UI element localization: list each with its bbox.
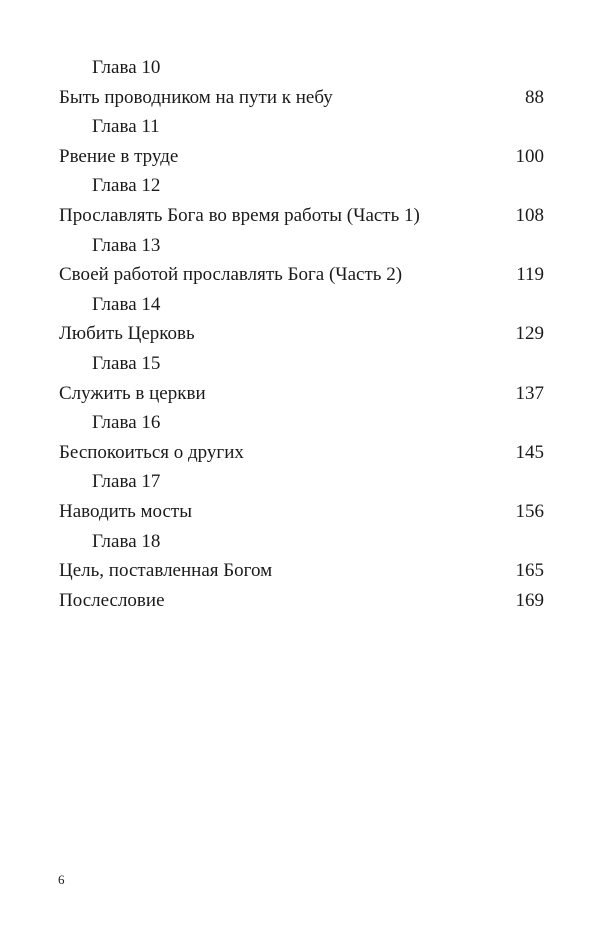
chapter-label: Глава 13 (92, 234, 161, 256)
entry-page: 137 (515, 382, 544, 404)
entry-title: Своей работой прославлять Бога (Часть 2) (59, 264, 403, 286)
entry-title: Рвение в труде (59, 145, 179, 167)
entry-title: Наводить мосты (59, 500, 192, 522)
chapter-label: Глава 14 (92, 293, 161, 315)
toc-entry (59, 438, 544, 468)
entry-title: Беспокоиться о других (59, 441, 244, 463)
entry-page: 119 (516, 264, 544, 286)
chapter-label: Глава 11 (92, 116, 160, 138)
entry-title: Прославлять Бога во время работы (Часть 1) (59, 204, 420, 226)
toc-entry-afterword (59, 586, 544, 616)
chapter-label: Глава 12 (92, 175, 161, 197)
entry-page: 165 (515, 560, 544, 582)
entry-page: 100 (515, 145, 544, 167)
entry-page: 108 (515, 204, 544, 226)
page-number: 6 (58, 872, 65, 887)
entry-page: 129 (515, 323, 544, 345)
entry-page: 88 (525, 86, 544, 108)
entry-page: 156 (515, 500, 544, 522)
toc-entry (59, 83, 544, 113)
toc-entry (59, 142, 544, 172)
toc-entry (59, 497, 544, 527)
toc-entry (59, 319, 544, 349)
entry-page: 169 (515, 589, 544, 611)
chapter-label: Глава 18 (92, 530, 161, 552)
entry-title: Любить Церковь (59, 323, 195, 345)
toc-entry (59, 201, 544, 231)
entry-page: 145 (515, 441, 544, 463)
entry-title: Цель, поставленная Богом (59, 560, 273, 582)
chapter-label: Глава 10 (92, 57, 161, 78)
toc-entry (59, 379, 544, 409)
chapter-label: Глава 15 (92, 352, 161, 374)
chapter-label: Глава 17 (92, 471, 161, 493)
toc-entry (59, 260, 544, 290)
chapter-label: Глава 16 (92, 412, 161, 434)
entry-title: Послесловие (59, 589, 165, 611)
entry-title: Быть проводником на пути к небу (59, 86, 333, 108)
entry-title: Служить в церкви (59, 382, 206, 404)
toc-entry (59, 556, 544, 586)
table-of-contents (59, 53, 544, 615)
